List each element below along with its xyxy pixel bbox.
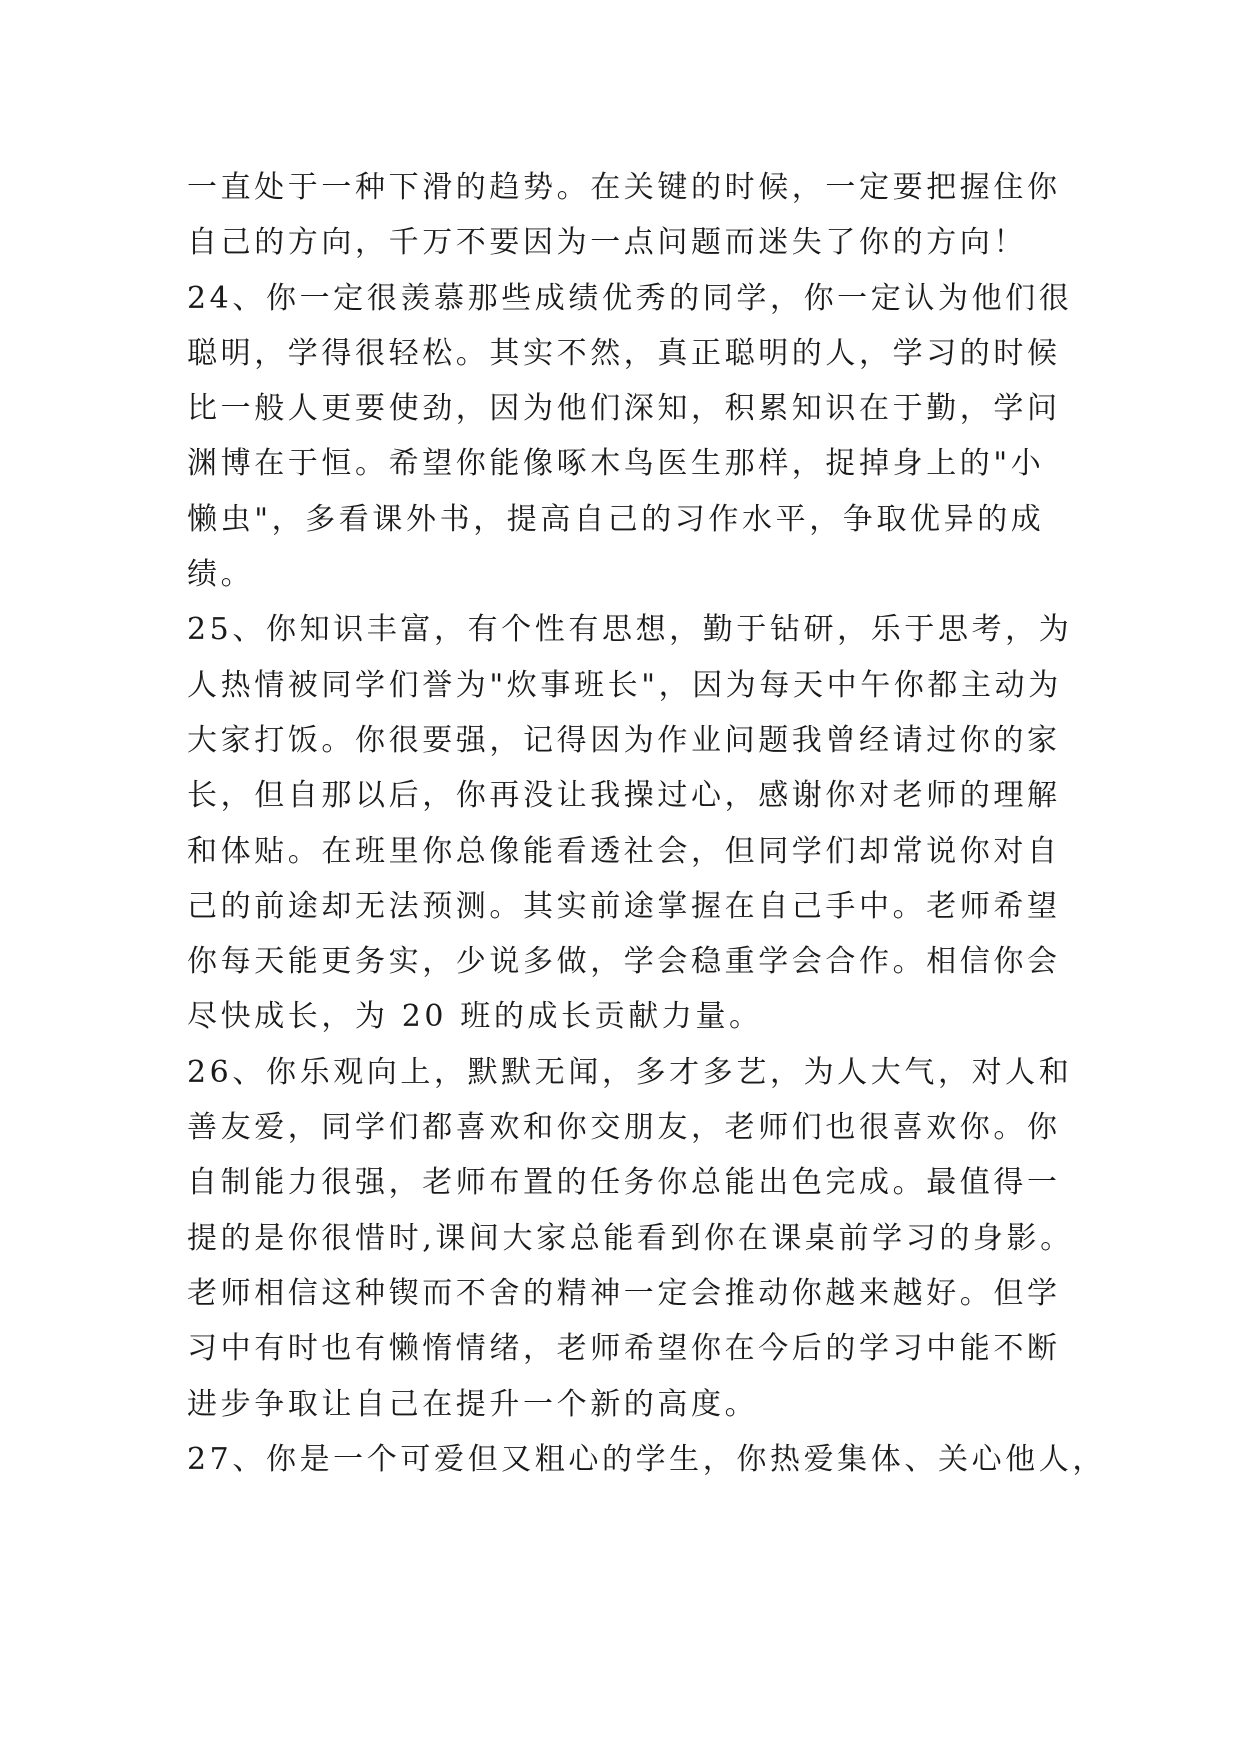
text-line: 尽快成长，为 20 班的成长贡献力量。 — [187, 999, 763, 1035]
text-line: 懒虫"，多看课外书，提高自己的习作水平，争取优异的成 — [187, 501, 1045, 537]
text-line: 一直处于一种下滑的趋势。在关键的时候，一定要把握住你 — [187, 170, 1061, 205]
text-line: 人热情被同学们誉为"炊事班长"，因为每天中午你都主动为 — [187, 667, 1062, 703]
text-line: 大家打饭。你很要强，记得因为作业问题我曾经请过你的家 — [187, 722, 1061, 758]
text-line: 提的是你很惜时,课间大家总能看到你在课桌前学习的身影。 — [187, 1220, 1074, 1256]
text-line: 己的前途却无法预测。其实前途掌握在自己手中。老师希望 — [187, 888, 1061, 924]
text-line: 你每天能更务实，少说多做，学会稳重学会合作。相信你会 — [187, 944, 1061, 980]
text-line: 进步争取让自己在提升一个新的高度。 — [187, 1386, 759, 1422]
text-line: 绩。 — [187, 557, 255, 593]
text-line: 自制能力很强，老师布置的任务你总能出色完成。最值得一 — [187, 1165, 1061, 1201]
text-line: 长，但自那以后，你再没让我操过心，感谢你对老师的理解 — [187, 778, 1061, 814]
text-line: 自己的方向，千万不要因为一点问题而迷失了你的方向！ — [187, 225, 1027, 261]
text-line: 和体贴。在班里你总像能看透社会，但同学们却常说你对自 — [187, 833, 1061, 869]
text-line: 24、你一定很羡慕那些成绩优秀的同学，你一定认为他们很 — [187, 280, 1073, 316]
document-body-text — [187, 160, 1106, 1487]
text-line: 善友爱，同学们都喜欢和你交朋友，老师们也很喜欢你。你 — [187, 1110, 1061, 1146]
text-line: 比一般人更要使劲，因为他们深知，积累知识在于勤，学问 — [187, 391, 1061, 427]
text-line: 渊博在于恒。希望你能像啄木鸟医生那样，捉掉身上的"小 — [187, 446, 1045, 482]
text-line: 26、你乐观向上，默默无闻，多才多艺，为人大气，对人和 — [187, 1054, 1073, 1090]
text-line: 27、你是一个可爱但又粗心的学生，你热爱集体、关心他人， — [187, 1441, 1106, 1477]
text-line: 老师相信这种锲而不舍的精神一定会推动你越来越好。但学 — [187, 1275, 1061, 1311]
text-line: 25、你知识丰富，有个性有思想，勤于钻研，乐于思考，为 — [187, 612, 1073, 648]
text-line: 聪明，学得很轻松。其实不然，真正聪明的人，学习的时候 — [187, 335, 1061, 371]
text-line: 习中有时也有懒惰情绪，老师希望你在今后的学习中能不断 — [187, 1331, 1061, 1367]
